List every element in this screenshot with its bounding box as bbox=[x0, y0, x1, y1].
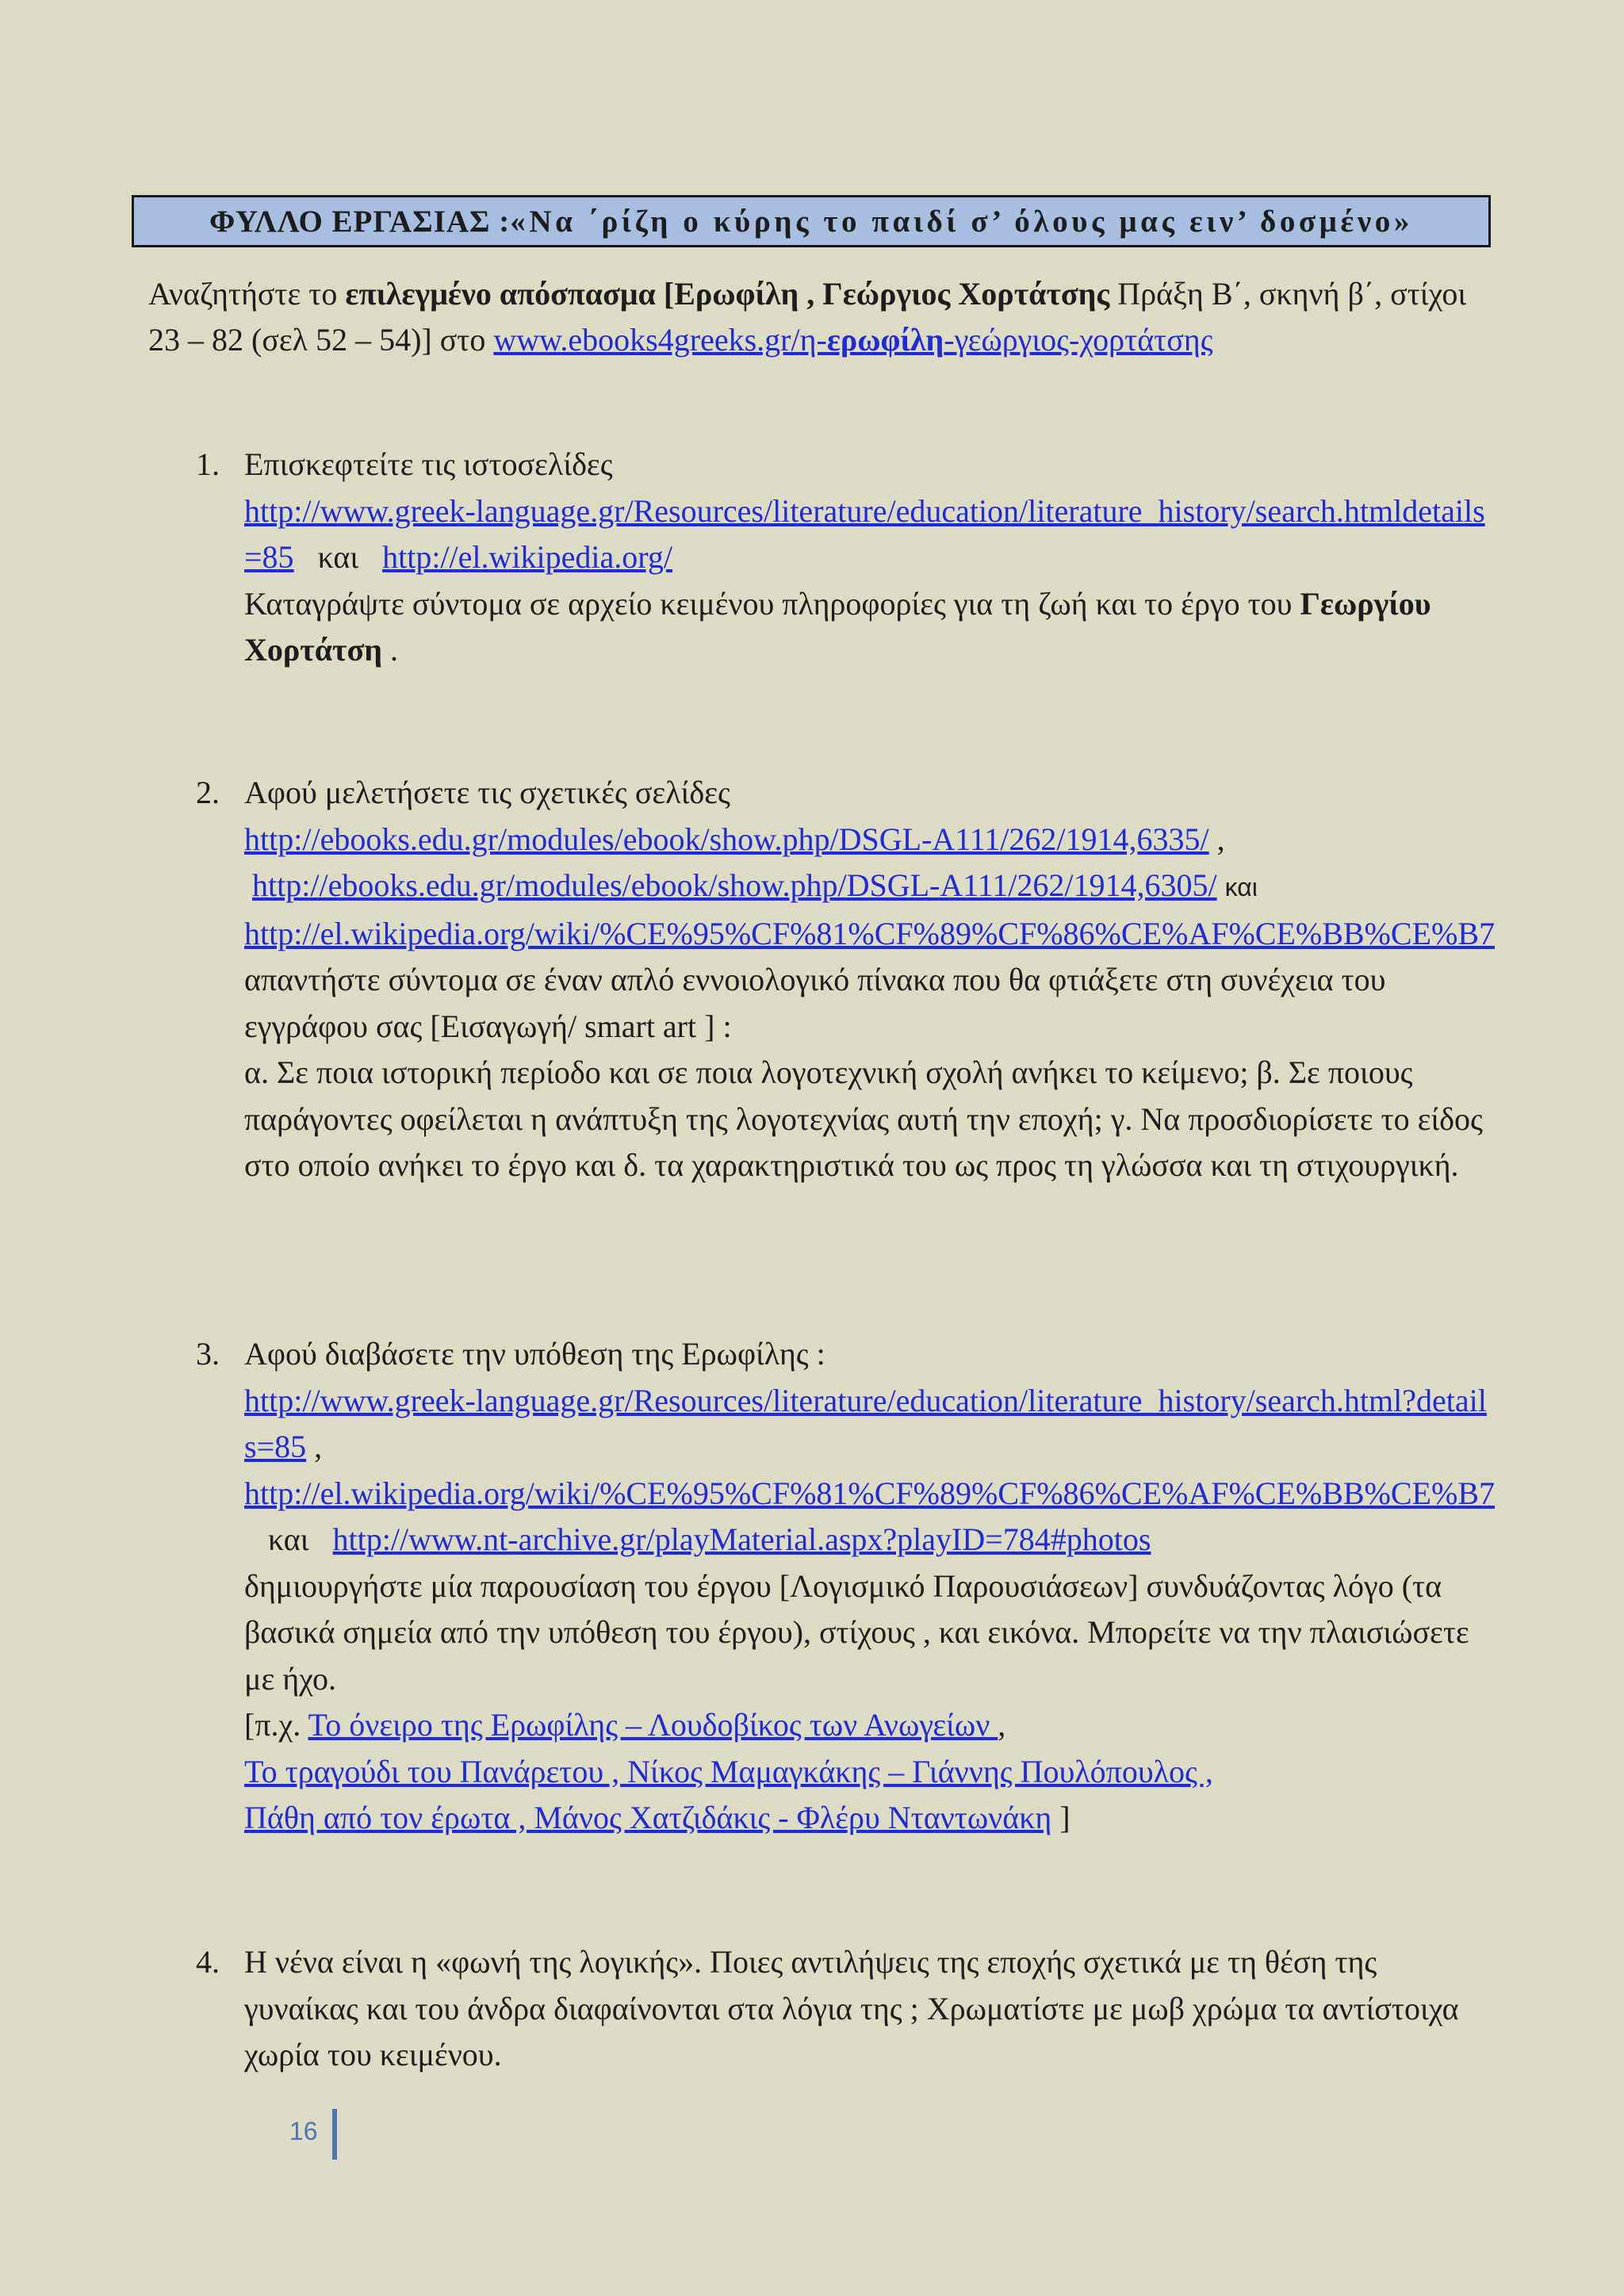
item-number: 3. bbox=[196, 1336, 220, 1372]
title-quote: «Να ΄ρίζη ο κύρης το παιδί σ’ όλους μας ειν’ δοσμένο» bbox=[510, 204, 1413, 239]
item-3-instructions: δημιουργήστε μία παρουσίαση του έργου [Λογισμικό Παρουσιάσεων] συνδυάζοντας λόγο (τα βασικά σημεία από την υπόθεση του έργου), στίχους , και εικόνα. Μπορείτε να την πλαισιώσετε με ήχο. bbox=[244, 1567, 1469, 1697]
greek-language-details-link[interactable]: http://www.greek-language.gr/Resources/literature/education/literature_history/search.html?details=85 bbox=[244, 1382, 1487, 1464]
item-1-text: Καταγράψτε σύντομα σε αρχείο κειμένου πληροφορίες για τη ζωή και το έργο του bbox=[244, 585, 1300, 622]
song-link-1[interactable]: Το όνειρο της Ερωφίλης – Λουδοβίκος των Ανωγείων bbox=[308, 1707, 998, 1743]
title-prefix: ΦΥΛΛΟ ΕΡΓΑΣΙΑΣ : bbox=[209, 204, 511, 239]
ebooks-edu-link-6305[interactable]: http://ebooks.edu.gr/modules/ebook/show.php/DSGL-A111/262/1914,6305/ bbox=[252, 867, 1217, 903]
task-item-4 bbox=[148, 1939, 1496, 2079]
page-number-bar bbox=[332, 2109, 337, 2160]
wikipedia-link[interactable]: http://el.wikipedia.org/ bbox=[382, 539, 672, 575]
ebooks4greeks-link[interactable]: www.ebooks4greeks.gr/η-ερωφίλη-γεώργιος-χορτάτσης bbox=[493, 322, 1213, 358]
intro-text: Αναζητήστε το bbox=[148, 276, 346, 312]
task-item-1: 1. Επισκεφτείτε τις ιστοσελίδες http://www.greek-language.gr/Resources/literature/education/literature_history/search.htmldetails=85 και http://el.wikipedia.org/ Καταγράψτε σύντομα σε αρχείο κειμένου πληροφορίες για τη ζωή και το έργο του Γεωργίου Χορτάτση . bbox=[148, 442, 1496, 674]
item-number: 2. bbox=[196, 775, 220, 810]
item-number: 4. bbox=[196, 1944, 220, 1980]
item-4-text: Η νένα είναι η «φωνή της λογικής». Ποιες αντιλήψεις της εποχής σχετικά με τη θέση της γυναίκας και του άνδρα διαφαίνονται στα λόγια της ; Χρωματίστε με μωβ χρώμα τα αντίστοιχα χωρία του κειμένου. bbox=[244, 1944, 1459, 2072]
worksheet-title bbox=[132, 195, 1491, 247]
item-1-bold-name: Γεωργίου Χορτάτση bbox=[244, 585, 1431, 668]
task-item-2: 2. Αφού μελετήσετε τις σχετικές σελίδες http://ebooks.edu.gr/modules/ebook/show.php/DSGL-A111/262/1914,6335/ , http://ebooks.edu.gr/modules/ebook/show.php/DSGL-A111/262/1914,6305/ και http://el.wikipedia.org/wiki/%CE%95%CF%81%CF%89%CF%86%CE%AF%CE%BB%CE%B7 απαντήστε σύντομα σε έναν απλό εννοιολογικό πίνακα που θα φτιάξετε στη συνέχεια του εγγράφου σας [Εισαγωγή/ smart art ] : α. Σε ποια ιστορική περίοδο και σε ποια λογοτεχνική σχολή ανήκει το κείμενο; β. Σε ποιους παράγοντες οφείλεται η ανάπτυξη της λογοτεχνίας αυτή την εποχή; γ. Να προσδιορίσετε το είδος στο οποίο ανήκει το έργο και δ. τα χαρακτηριστικά του ως προς τη γλώσσα και τη στιχουργική. bbox=[148, 770, 1496, 1189]
song-link-3[interactable]: Πάθη από τον έρωτα , Μάνος Χατζιδάκις - Φλέρυ Νταντωνάκη bbox=[244, 1800, 1052, 1835]
item-2-questions: α. Σε ποια ιστορική περίοδο και σε ποια λογοτεχνική σχολή ανήκει το κείμενο; β. Σε ποιους παράγοντες οφείλεται η ανάπτυξη της λογοτεχνίας αυτή την εποχή; γ. Να προσδιορίσετε το είδος στο οποίο ανήκει το έργο και δ. τα χαρακτηριστικά του ως προς τη γλώσσα και τη στιχουργική. bbox=[244, 1054, 1483, 1183]
item-2-instructions: απαντήστε σύντομα σε έναν απλό εννοιολογικό πίνακα που θα φτιάξετε στη συνέχεια του εγγράφου σας [Εισαγωγή/ smart art ] : bbox=[244, 962, 1386, 1044]
greek-language-link[interactable]: http://www.greek-language.gr/Resources/literature/education/literature_history/search.htmldetails=85 bbox=[244, 492, 1485, 575]
item-3-intro: Αφού διαβάσετε την υπόθεση της Ερωφίλης : bbox=[244, 1336, 825, 1372]
ebooks-edu-link-6335[interactable]: http://ebooks.edu.gr/modules/ebook/show.php/DSGL-A111/262/1914,6335/ bbox=[244, 821, 1209, 857]
intro-text-2: Πράξη Β΄, σκηνή β΄, στίχοι 23 – 82 (σελ 52 – 54)] στο bbox=[148, 276, 1467, 358]
item-number: 1. bbox=[196, 446, 220, 482]
item-2-intro: Αφού μελετήσετε τις σχετικές σελίδες bbox=[244, 775, 730, 810]
wikipedia-erofili-link-2[interactable]: http://el.wikipedia.org/wiki/%CE%95%CF%81%CF%89%CF%86%CE%AF%CE%BB%CE%B7 bbox=[244, 1475, 1495, 1511]
item-1-intro: Επισκεφτείτε τις ιστοσελίδες bbox=[244, 446, 613, 482]
intro-bold: επιλεγμένο απόσπασμα [Ερωφίλη , Γεώργιος Χορτάτσης bbox=[345, 276, 1110, 312]
task-item-3: 3. Αφού διαβάσετε την υπόθεση της Ερωφίλης : http://www.greek-language.gr/Resources/literature/education/literature_history/search.html?details=85 , http://el.wikipedia.org/wiki/%CE%95%CF%81%CF%89%CF%86%CE%AF%CE%BB%CE%B7 και http://www.nt-archive.gr/playMaterial.aspx?playID=784#photos δημιουργήστε μία παρουσίαση του έργου [Λογισμικό Παρουσιάσεων] συνδυάζοντας λόγο (τα βασικά σημεία από την υπόθεση του έργου), στίχους , και εικόνα. Μπορείτε να την πλαισιώσετε με ήχο. [π.χ. Το όνειρο της Ερωφίλης – Λουδοβίκος των Ανωγείων , Το τραγούδι του Πανάρετου , Νίκος Μαμαγκάκης – Γιάννης Πουλόπουλος , Πάθη από τον έρωτα , Μάνος Χατζιδάκις - Φλέρυ Νταντωνάκη ] bbox=[148, 1331, 1496, 1842]
intro-paragraph bbox=[148, 271, 1496, 363]
song-link-2[interactable]: Το τραγούδι του Πανάρετου , Νίκος Μαμαγκάκης – Γιάννης Πουλόπουλος , bbox=[244, 1753, 1213, 1789]
page-number: 16 bbox=[289, 2117, 318, 2145]
wikipedia-erofili-link[interactable]: http://el.wikipedia.org/wiki/%CE%95%CF%81%CF%89%CF%86%CE%AF%CE%BB%CE%B7 bbox=[244, 915, 1495, 951]
nt-archive-link[interactable]: http://www.nt-archive.gr/playMaterial.aspx?playID=784#photos bbox=[332, 1521, 1151, 1557]
